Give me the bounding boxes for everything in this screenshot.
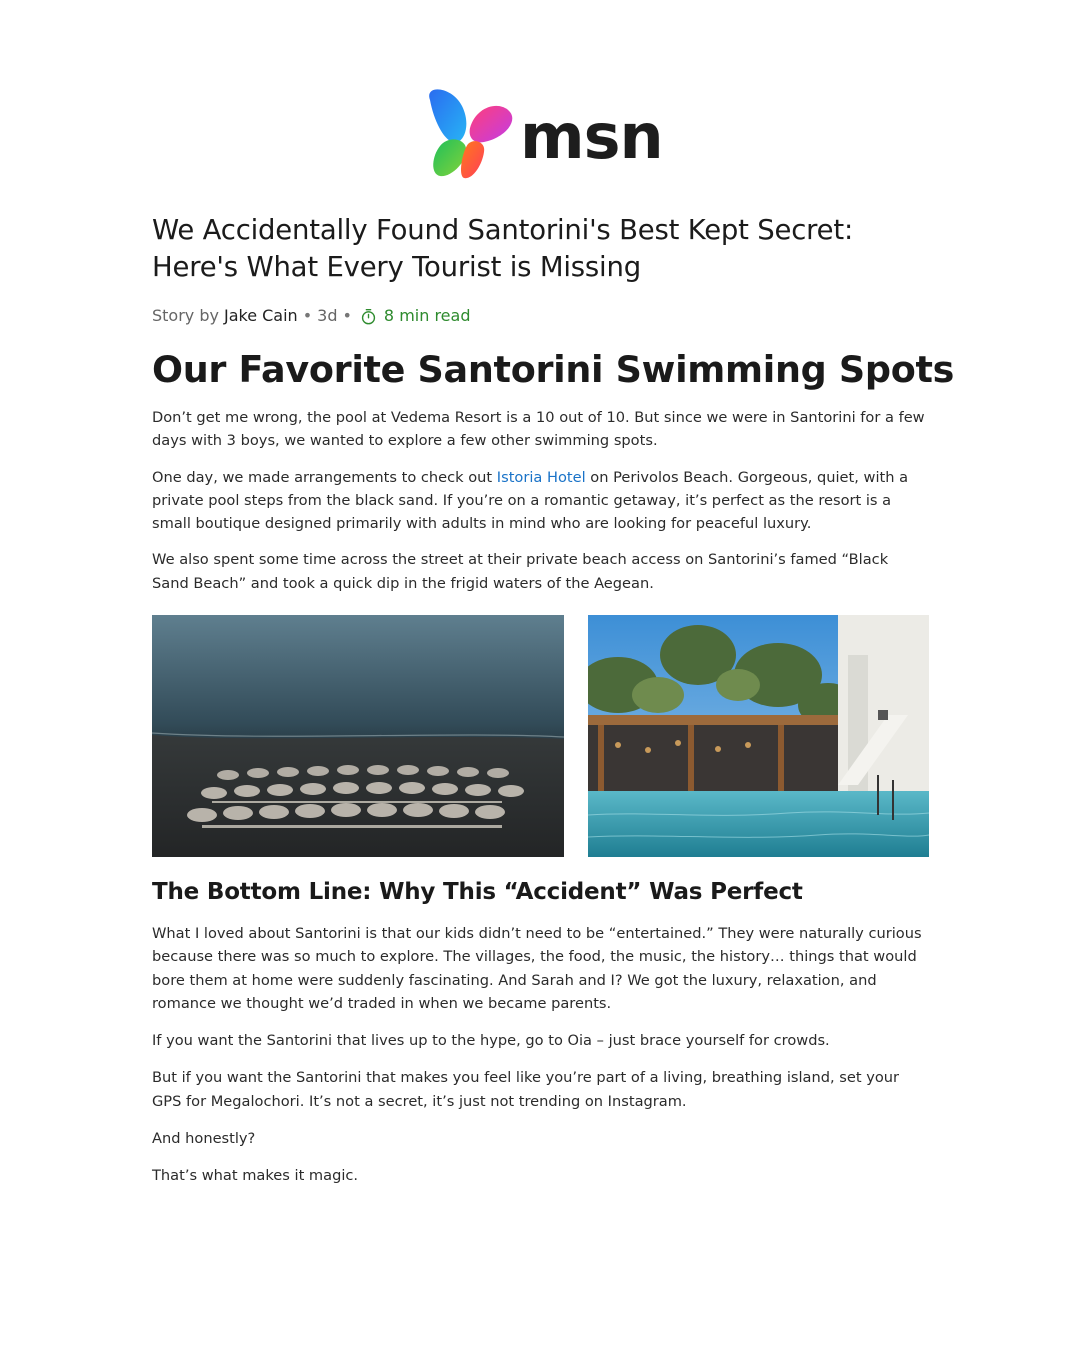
image-row (152, 615, 929, 857)
paragraph-1: Don’t get me wrong, the pool at Vedema Resort is a 10 out of 10. But since we were in Santorini for a few days with 3 boys, we wanted to explore a few other swimming spots. (152, 409, 925, 450)
article-age: 3d (317, 306, 338, 325)
bottom-paragraph-3: But if you want the Santorini that makes you feel like you’re part of a living, breathing island, set your GPS for Megalochori. It’s not a secret, it’s just not trending on Instagram. (152, 1069, 900, 1110)
paragraph-3: We also spent some time across the street at their private beach access on Santorini’s famed “Black Sand Beach” and took a quick dip in the frigid waters of the Aegean. (152, 551, 889, 592)
bottom-paragraph-5: That’s what makes it magic. (152, 1167, 359, 1185)
bottom-line-heading: The Bottom Line: Why This “Accident” Was Perfect (152, 879, 803, 905)
byline (152, 305, 929, 327)
istoria-hotel-link[interactable]: Istoria Hotel (496, 468, 586, 486)
paragraph-2-start: One day, we made arrangements to check out (152, 468, 497, 486)
msn-logo[interactable] (420, 86, 670, 186)
paragraph-2 (152, 466, 929, 536)
hotel-pool-photo[interactable] (588, 615, 929, 857)
stopwatch-icon (360, 308, 377, 325)
article-headline: We Accidentally Found Santorini's Best Kept Secret: Here's What Every Tourist is Missing (152, 214, 854, 283)
bottom-paragraph-1: What I loved about Santorini is that our kids didn’t need to be “entertained.” They were naturally curious because there was so much to explore. The villages, the food, the music, the history… things that would bore them at home were suddenly fascinating. And Sarah and I? We got the luxury, relaxation, and romance we thought we’d traded in when we became parents. (152, 925, 922, 1012)
author-link[interactable]: Jake Cain (223, 306, 298, 325)
msn-wordmark: msn (520, 100, 663, 173)
section-title: Our Favorite Santorini Swimming Spots (152, 348, 955, 391)
read-time: 8 min read (383, 306, 471, 325)
article-body-bottom (152, 876, 929, 1188)
paragraph-2-end: on Perivolos Beach. Gorgeous, quiet, with a private pool steps from the black sand. If you’re on a romantic getaway, it’s perfect as the resort is a small boutique designed primarily with adults in mind who are looking for peaceful luxury. (152, 468, 909, 533)
black-sand-beach-photo[interactable] (152, 615, 564, 857)
bottom-paragraph-4: And honestly? (152, 1130, 256, 1148)
bottom-paragraph-2: If you want the Santorini that lives up to the hype, go to Oia – just brace yourself for crowds. (152, 1032, 830, 1050)
msn-butterfly-icon (420, 86, 516, 182)
byline-prefix: Story by (152, 306, 219, 325)
article-body-top (152, 212, 955, 595)
byline-separator: • (302, 306, 313, 325)
byline-separator-2: • (342, 306, 352, 325)
